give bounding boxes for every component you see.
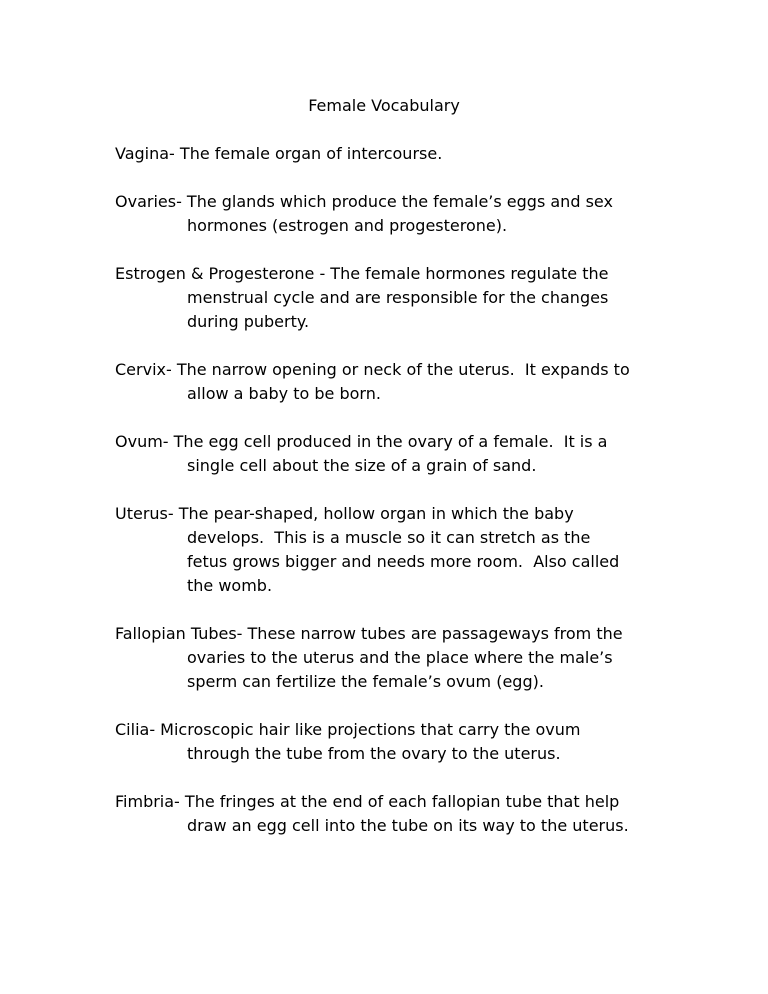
entry-line: Ovum- The egg cell produced in the ovary of a female. It is a [115, 432, 608, 451]
entry-line: Vagina- The female organ of intercourse. [115, 144, 443, 163]
vocab-entry-ovum [115, 430, 675, 478]
entry-line: allow a baby to be born. [187, 384, 381, 403]
entry-line: Estrogen & Progesterone - The female hormones regulate the [115, 264, 609, 283]
entry-line: Cervix- The narrow opening or neck of the uterus. It expands to [115, 360, 630, 379]
entry-line: Uterus- The pear-shaped, hollow organ in which the baby [115, 504, 574, 523]
document-title: Female Vocabulary [308, 96, 460, 115]
vocab-entry-cervix [115, 358, 675, 406]
entry-line: sperm can fertilize the female’s ovum (egg). [187, 672, 544, 691]
vocab-entry-cilia [115, 718, 675, 766]
entry-line: Fimbria- The fringes at the end of each fallopian tube that help [115, 792, 620, 811]
entry-line: through the tube from the ovary to the uterus. [187, 744, 561, 763]
vocab-entry-ovaries [115, 190, 675, 238]
entry-line: single cell about the size of a grain of sand. [187, 456, 537, 475]
entry-line: draw an egg cell into the tube on its way to the uterus. [187, 816, 629, 835]
vocab-entry-estrogen-progesterone [115, 262, 675, 334]
vocab-entry-uterus [115, 502, 675, 598]
entry-line: Cilia- Microscopic hair like projections that carry the ovum [115, 720, 581, 739]
entry-line: Ovaries- The glands which produce the female’s eggs and sex [115, 192, 613, 211]
entry-line: Fallopian Tubes- These narrow tubes are passageways from the [115, 624, 623, 643]
entry-line: the womb. [187, 576, 273, 595]
vocabulary-list [115, 142, 675, 862]
entry-line: ovaries to the uterus and the place where the male’s [187, 648, 613, 667]
entry-line: menstrual cycle and are responsible for the changes [187, 288, 609, 307]
vocab-entry-fimbria [115, 790, 675, 838]
vocab-entry-fallopian-tubes [115, 622, 675, 694]
entry-line: fetus grows bigger and needs more room. Also called [187, 552, 620, 571]
entry-line: during puberty. [187, 312, 310, 331]
entry-line: develops. This is a muscle so it can stretch as the [187, 528, 591, 547]
vocab-entry-vagina [115, 142, 675, 166]
entry-line: hormones (estrogen and progesterone). [187, 216, 508, 235]
